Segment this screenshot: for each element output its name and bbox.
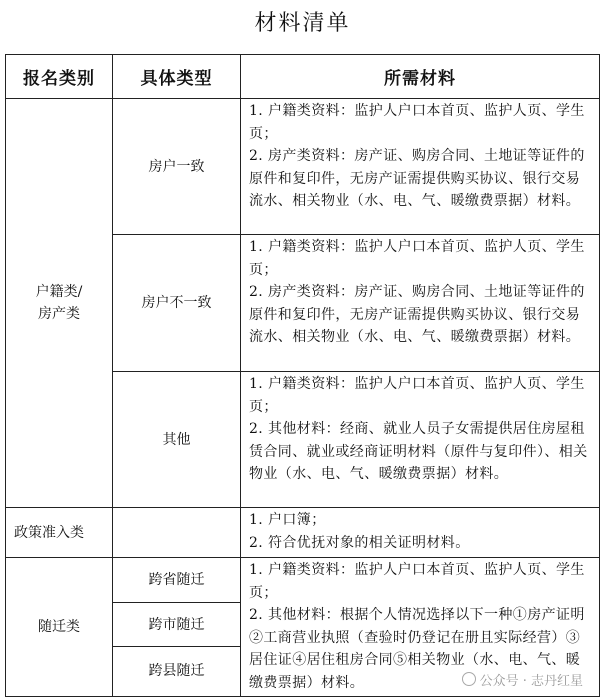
materials-item: 1. 户籍类资料：监护人户口本首页、监护人页、学生页；: [249, 376, 585, 415]
type-same: 房户一致: [113, 99, 241, 235]
type-policy-empty: [113, 508, 241, 558]
materials-item: 1. 户籍类资料：监护人户口本首页、监护人页、学生页；: [249, 562, 585, 601]
document-title: 材料清单: [254, 11, 351, 36]
materials-item: 2. 符合优抚对象的相关证明材料。: [249, 534, 470, 551]
materials-item: 2. 房产类资料：房产证、购房合同、土地证等证件的原件和复印件，无房产证需提供购买协议、银行交易流水、相关物业（水、电、气、暖缴费票据）材料。: [249, 148, 585, 210]
header-category: 报名类别: [6, 55, 113, 99]
materials-item: 2. 房产类资料：房产证、购房合同、土地证等证件的原件和复印件，无房产证需提供购买协议、银行交易流水、相关物业（水、电、气、暖缴费票据）材料。: [249, 284, 585, 346]
type-other: 其他: [113, 372, 241, 508]
table-header-row: [6, 55, 600, 99]
materials-item: 1. 户口簿；: [249, 512, 326, 528]
category-hukou-line2: 房产类: [38, 306, 80, 322]
header-type: 具体类型: [113, 55, 241, 99]
materials-same: [241, 99, 600, 235]
type-cross-county: 跨县随迁: [113, 646, 241, 696]
category-migrate: 随迁类: [6, 558, 113, 697]
category-policy: 政策准入类: [6, 508, 113, 558]
table-row: [6, 99, 600, 235]
header-materials: 所需材料: [241, 55, 600, 99]
materials-different: [241, 235, 600, 372]
materials-item: 1. 户籍类资料：监护人户口本首页、监护人页、学生页；: [249, 239, 585, 278]
materials-item: 2. 其他材料：经商、就业人员子女需提供居住房屋租赁合同、就业或经商证明材料（原件与复印件）、相关物业（水、电、气、暖缴费票据）材料。: [249, 421, 588, 483]
table-row: [6, 508, 600, 558]
materials-item: 1. 户籍类资料：监护人户口本首页、监护人页、学生页；: [249, 103, 585, 142]
type-different: 房户不一致: [113, 235, 241, 372]
category-hukou: [6, 99, 113, 508]
watermark-text: 公众号 · 志丹红星: [479, 674, 583, 689]
type-cross-province: 跨省随迁: [113, 558, 241, 603]
materials-item: 2. 其他材料：根据个人情况选择以下一种①房产证明②工商营业执照（查验时仍登记在册且实际经营）③居住证④居住租房合同⑤相关物业（水、电、气、暖缴费票据）材料。: [249, 607, 585, 691]
table-row: [6, 558, 600, 603]
watermark: [462, 670, 583, 689]
type-cross-city: 跨市随迁: [113, 603, 241, 646]
wechat-icon: [462, 672, 476, 686]
category-hukou-line1: 户籍类/: [35, 284, 83, 300]
materials-other: [241, 372, 600, 508]
materials-table: [5, 54, 600, 697]
materials-policy: [241, 508, 600, 558]
